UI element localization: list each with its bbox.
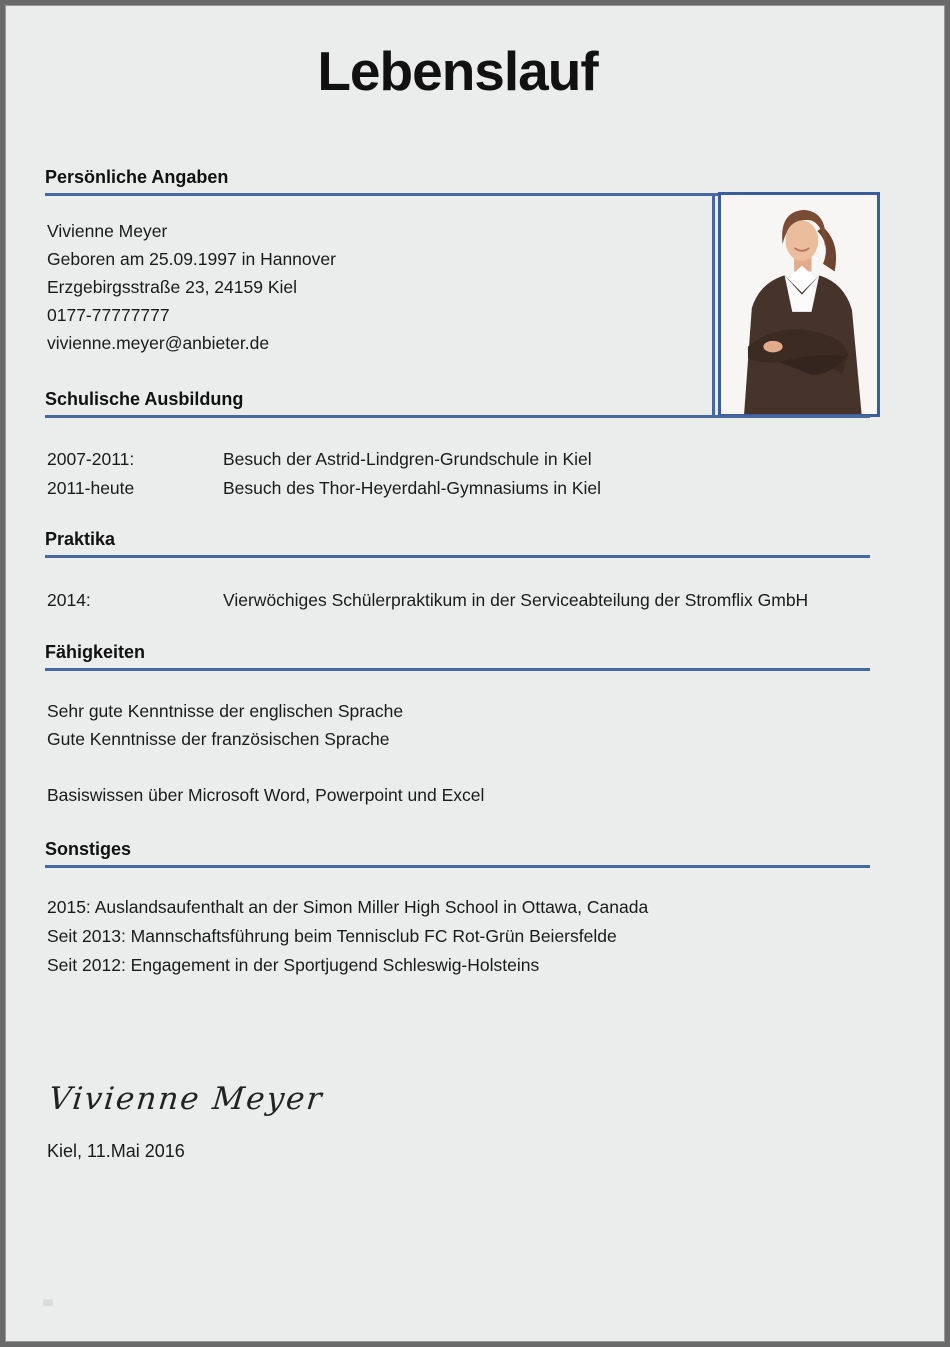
personal-address: Erzgebirgsstraße 23, 24159 Kiel — [47, 277, 297, 297]
internship-entries — [47, 586, 808, 615]
entry-period: 2011-heute — [47, 478, 135, 498]
entry-description: Besuch des Thor-Heyerdahl-Gymnasiums in Kiel — [223, 478, 602, 498]
signature-place-date: Kiel, 11.Mai 2016 — [47, 1141, 185, 1161]
personal-info-block — [47, 217, 336, 357]
portrait-photo-illustration — [721, 195, 877, 414]
skills-language-lines — [47, 697, 403, 753]
misc-line: Seit 2013: Mannschaftsführung beim Tennisclub FC Rot-Grün Beiersfelde — [47, 926, 617, 946]
entry-period: 2014: — [47, 590, 91, 610]
entry-period: 2007-2011: — [47, 449, 135, 469]
photo-column-rule — [712, 194, 715, 418]
personal-name: Vivienne Meyer — [47, 221, 168, 241]
education-entry — [47, 474, 601, 503]
section-heading-education: Schulische Ausbildung — [45, 389, 870, 418]
entry-description: Vierwöchiges Schülerpraktikum in der Serviceabteilung der Stromflix GmbH — [223, 590, 809, 610]
handwritten-signature: Vivienne Meyer — [47, 1081, 326, 1117]
section-heading-misc: Sonstiges — [45, 839, 870, 868]
section-heading-internships: Praktika — [45, 529, 870, 558]
entry-description: Besuch der Astrid-Lindgren-Grundschule in Kiel — [223, 449, 592, 469]
education-entries — [47, 445, 601, 503]
education-entry — [47, 445, 601, 474]
misc-lines — [47, 893, 648, 980]
skill-line: Gute Kenntnisse der französischen Sprache — [47, 729, 390, 749]
skill-line: Sehr gute Kenntnisse der englischen Sprache — [47, 701, 404, 721]
section-heading-personal: Persönliche Angaben — [45, 167, 870, 196]
personal-email: vivienne.meyer@anbieter.de — [47, 333, 270, 353]
skills-software-line: Basiswissen über Microsoft Word, Powerpoint und Excel — [47, 785, 485, 805]
misc-line: Seit 2012: Engagement in der Sportjugend Schleswig-Holsteins — [47, 955, 540, 975]
personal-phone: 0177-77777777 — [47, 305, 170, 325]
personal-birth: Geboren am 25.09.1997 in Hannover — [47, 249, 336, 269]
applicant-photo — [718, 192, 880, 417]
page-title: Lebenslauf — [317, 40, 598, 102]
section-heading-skills: Fähigkeiten — [45, 642, 870, 671]
scan-artifact — [43, 1299, 53, 1306]
internship-entry — [47, 586, 808, 615]
misc-line: 2015: Auslandsaufenthalt an der Simon Miller High School in Ottawa, Canada — [47, 897, 649, 917]
